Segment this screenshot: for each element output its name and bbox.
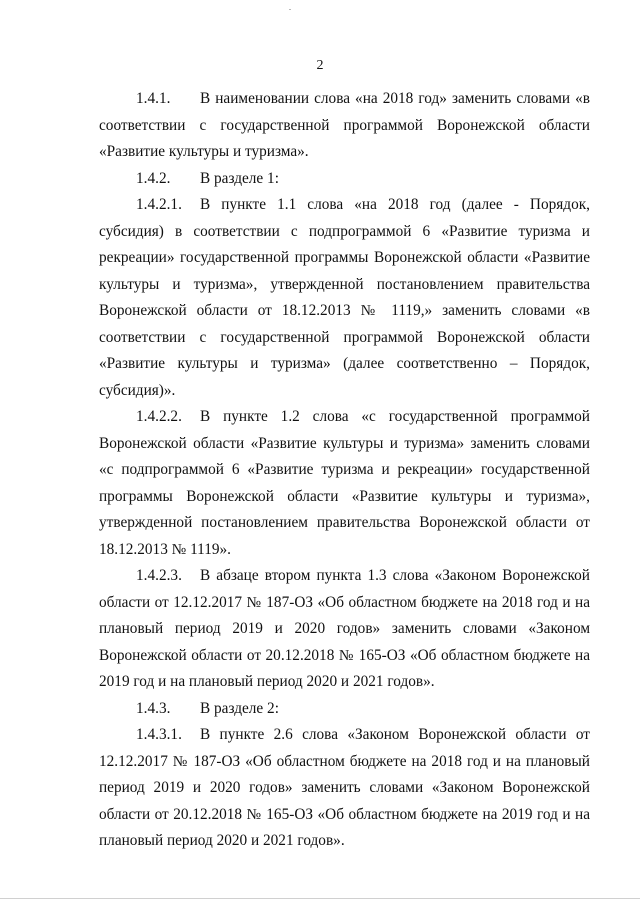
paragraph-1-4-3-1 — [99, 722, 590, 855]
paragraph-number: 1.4.3.1. — [136, 726, 182, 743]
paragraph-text: В пункте 1.2 слова «с государственной программой Воронежской области «Развитие культуры и туризма» заменить словами «с подпрограммой 6 «Развитие туризма и рекреации» государственной программы Воронежской области «Развитие культуры и туризма», утвержденной постановлением правительства Воронежской области от 18.12.2013 № 1119». — [99, 408, 590, 558]
paragraph-number: 1.4.1. — [136, 90, 171, 107]
paragraph-number: 1.4.3. — [136, 699, 171, 717]
paragraph-1-4-1 — [99, 86, 590, 166]
paragraph-1-4-2-2 — [99, 404, 590, 563]
paragraph-number: 1.4.2. — [136, 169, 171, 187]
paragraph-text: В абзаце втором пункта 1.3 слова «Законом Воронежской области от 12.12.2017 № 187-ОЗ «Об областном бюджете на 2018 год и на плановый период 2019 и 2020 годов» заменить словами «Законом Воронежской области от 20.12.2018 № 165-ОЗ «Об областном бюджете на 2019 год и на плановый период 2020 и 2021 годов». — [99, 567, 590, 690]
paragraph-1-4-2 — [99, 166, 590, 193]
page-number: 2 — [316, 58, 324, 73]
scan-edge-line — [0, 898, 640, 899]
paragraph-number: 1.4.2.1. — [136, 196, 182, 213]
paragraph-1-4-2-1 — [99, 192, 590, 404]
paragraph-text: В наименовании слова «на 2018 год» заменить словами «в соответствии с государственной программой Воронежской области «Развитие культуры и туризма». — [99, 90, 590, 160]
paragraph-text: В пункте 1.1 слова «на 2018 год (далее - Порядок, субсидия) в соответствии с подпрограммой 6 «Развитие туризма и рекреации» государственной программы Воронежской области «Развитие культуры и туризма», утвержденной постановлением правительства Воронежской области от 18.12.2013 № 1119,» заменить словами «в соответствии с государственной программой Воронежской области «Развитие культуры и туризма» (далее соответственно – Порядок, субсидия)». — [99, 196, 590, 399]
paragraph-1-4-3 — [99, 696, 590, 723]
paragraph-text: В разделе 2: — [200, 699, 279, 717]
paragraph-number: 1.4.2.2. — [136, 408, 182, 425]
paragraph-text: В пункте 2.6 слова «Законом Воронежской области от 12.12.2017 № 187-ОЗ «Об областном бюджете на 2018 год и на плановый период 2019 и 2020 годов» заменить словами «Законом Воронежской области от 20.12.2018 № 165-ОЗ «Об областном бюджете на 2019 год и на плановый период 2020 и 2021 годов». — [99, 726, 590, 849]
paragraph-text: В разделе 1: — [200, 169, 279, 187]
scan-speck — [289, 9, 291, 10]
paragraph-number: 1.4.2.3. — [136, 567, 182, 584]
paragraph-1-4-2-3 — [99, 563, 590, 696]
document-body — [99, 86, 590, 855]
